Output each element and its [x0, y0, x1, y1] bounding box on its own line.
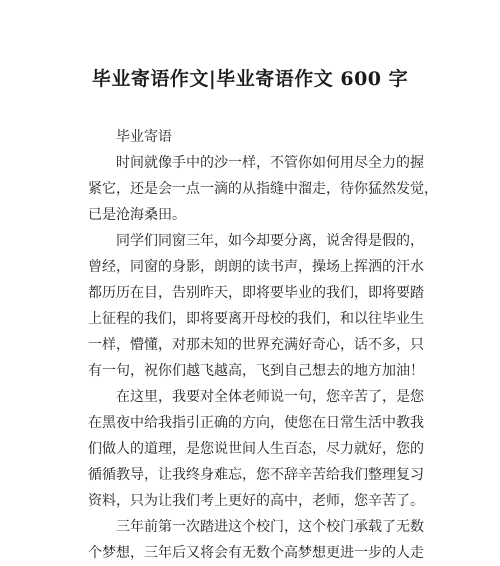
- paragraph-3: [88, 384, 424, 514]
- paragraph-line: 三年前第一次踏进这个校门，这个校门承载了无数: [116, 519, 424, 535]
- paragraph-4: [88, 514, 424, 566]
- paragraph-line: 都历历在目，告别昨天，即将要毕业的我们，即将要踏: [88, 285, 424, 301]
- paragraph-line: 已是沧海桑田。: [88, 207, 186, 223]
- paragraph-line: 有一句，祝你们越飞越高，飞到自己想去的地方加油！: [88, 363, 424, 379]
- paragraph-2: [88, 228, 424, 384]
- paragraph-line: 资料，只为让我们考上更好的高中，老师，您辛苦了。: [88, 493, 424, 509]
- paragraph-line: 上征程的我们，即将要离开母校的我们，和以往毕业生: [88, 311, 424, 327]
- paragraph-line: 们做人的道理，是您说世间人生百态，尽力就好，您的: [88, 441, 424, 457]
- paragraph-line: 同学们同窗三年，如今却要分离，说舍得是假的，: [116, 233, 424, 249]
- paragraph-line: 曾经，同窗的身影，朗朗的读书声，操场上挥洒的汗水: [88, 259, 424, 275]
- paragraph-line: 时间就像手中的沙一样，不管你如何用尽全力的握: [116, 155, 424, 171]
- paragraph-1: [88, 150, 438, 228]
- paragraph-line: 循循教导，让我终身难忘，您不辞辛苦给我们整理复习: [88, 467, 424, 483]
- paragraph-line: 紧它，还是会一点一滴的从指缝中溜走，待你猛然发觉，: [88, 181, 438, 197]
- paragraph-line: 个梦想，三年后又将会有无数个高梦想更进一步的人走: [88, 545, 424, 561]
- section-heading: 毕业寄语: [116, 129, 172, 145]
- paragraph-line: 一样，懵懂，对那未知的世界充满好奇心，话不多，只: [88, 337, 424, 353]
- document-title: 毕业寄语作文|毕业寄语作文 600 字: [91, 68, 409, 90]
- paragraph-line: 在这里，我要对全体老师说一句，您辛苦了，是您: [116, 389, 424, 405]
- paragraph-line: 在黑夜中给我指引正确的方向，使您在日常生活中教我: [88, 415, 424, 431]
- document-body: [88, 124, 438, 566]
